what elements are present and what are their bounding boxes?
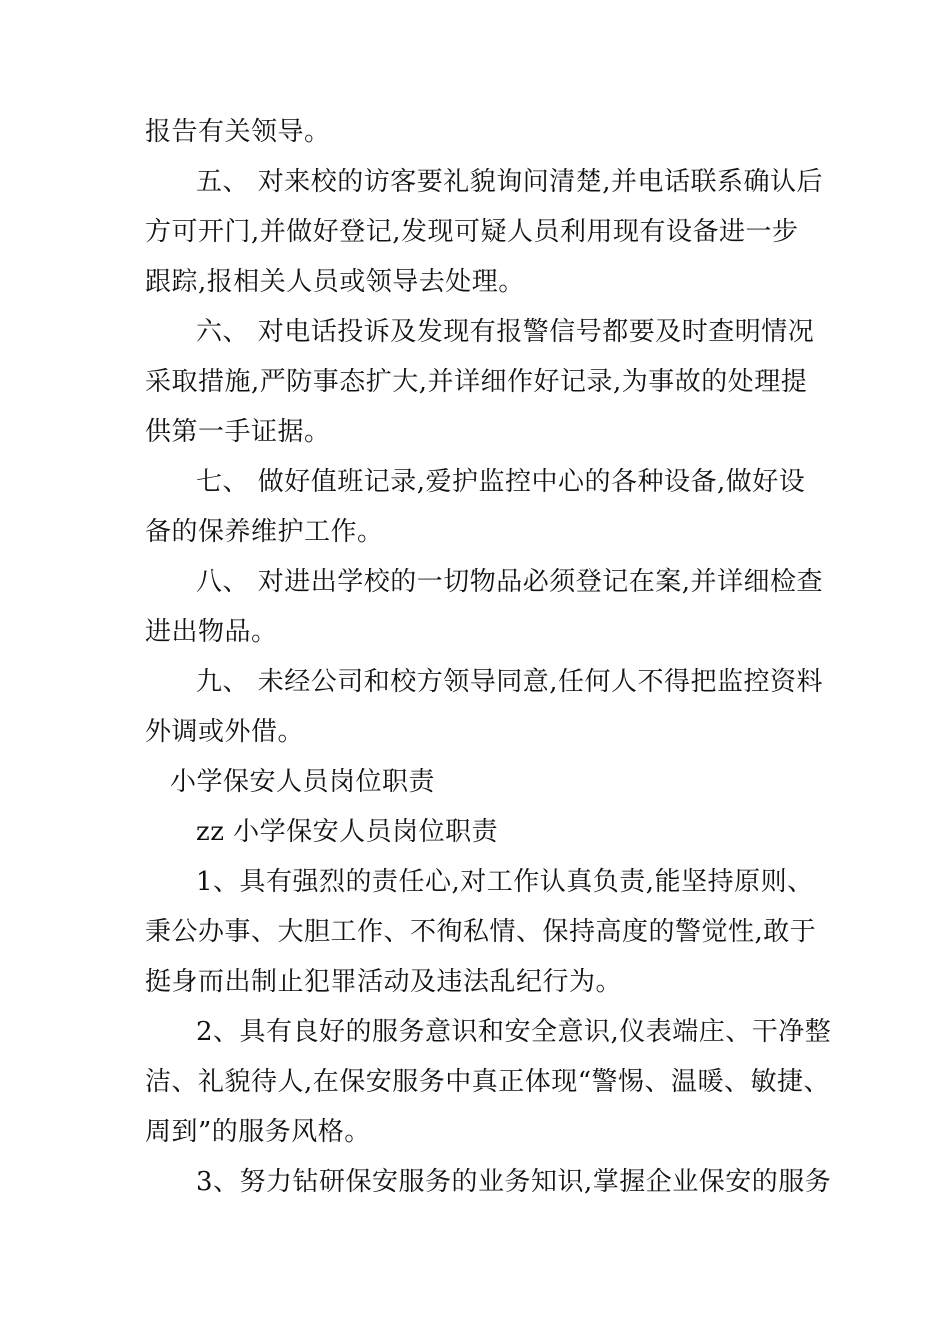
text-line: 3、努力钻研保安服务的业务知识,掌握企业保安的服务 (196, 1167, 832, 1197)
text-line: 备的保养维护工作。 (145, 517, 384, 547)
text-line: 采取措施,严防事态扩大,并详细作好记录,为事故的处理提 (145, 367, 808, 397)
text-line: 秉公办事、大胆工作、不徇私情、保持高度的警觉性,敢于 (145, 917, 817, 947)
text-line: 六、 对电话投诉及发现有报警信号都要及时查明情况 (196, 317, 815, 347)
text-line: 五、 对来校的访客要礼貌询问清楚,并电话联系确认后 (196, 167, 824, 197)
text-line: 挺身而出制止犯罪活动及违法乱纪行为。 (145, 967, 623, 997)
text-line: 2、具有良好的服务意识和安全意识,仪表端庄、干净整 (196, 1017, 832, 1047)
text-line: 周到”的服务风格。 (145, 1117, 371, 1147)
section-subheading: zz 小学保安人员岗位职责 (196, 817, 499, 847)
text-line: 跟踪,报相关人员或领导去处理。 (145, 267, 525, 297)
text-line: 报告有关领导。 (145, 117, 331, 147)
text-line: 八、 对进出学校的一切物品必须登记在案,并详细检查 (196, 567, 824, 597)
text-line: 洁、礼貌待人,在保安服务中真正体现“警惕、温暖、敏捷、 (145, 1067, 831, 1097)
text-line: 1、具有强烈的责任心,对工作认真负责,能坚持原则、 (196, 867, 814, 897)
section-heading: 小学保安人员岗位职责 (170, 767, 436, 797)
text-line: 方可开门,并做好登记,发现可疑人员利用现有设备进一步 (145, 217, 799, 247)
text-line: 外调或外借。 (145, 717, 305, 747)
text-line: 九、 未经公司和校方领导同意,任何人不得把监控资料 (196, 667, 824, 697)
text-line: 供第一手证据。 (145, 417, 331, 447)
text-line: 进出物品。 (145, 617, 278, 647)
text-line: 七、 做好值班记录,爱护监控中心的各种设备,做好设 (196, 467, 806, 497)
